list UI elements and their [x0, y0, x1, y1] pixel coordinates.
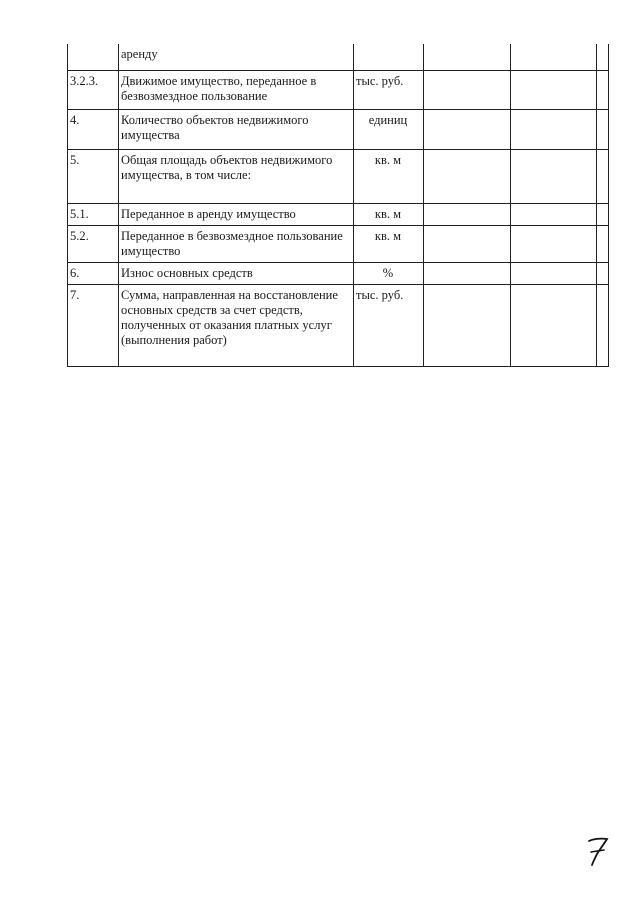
value-cell	[511, 284, 597, 366]
row-name: Переданное в аренду имущество	[119, 203, 354, 225]
value-cell	[597, 70, 609, 109]
row-name: Общая площадь объектов недвижимого имущества, в том числе:	[119, 149, 354, 203]
value-cell	[511, 203, 597, 225]
row-unit: %	[354, 262, 424, 284]
table-row	[68, 262, 609, 284]
value-cell	[597, 44, 609, 70]
row-number: 3.2.3.	[68, 70, 119, 109]
row-number	[68, 44, 119, 70]
value-cell	[511, 225, 597, 262]
value-cell	[597, 149, 609, 203]
handwritten-seven-icon	[583, 835, 613, 867]
row-name: Сумма, направленная на восстановление основных средств за счет средств, полученных от оказания платных услуг (выполнения работ)	[119, 284, 354, 366]
row-unit: единиц	[354, 109, 424, 149]
row-number: 5.	[68, 149, 119, 203]
value-cell	[597, 109, 609, 149]
table-row	[68, 284, 609, 366]
row-name: Переданное в безвозмездное пользование имущество	[119, 225, 354, 262]
row-number: 4.	[68, 109, 119, 149]
value-cell	[424, 262, 511, 284]
row-number: 6.	[68, 262, 119, 284]
table-row	[68, 70, 609, 109]
value-cell	[597, 262, 609, 284]
row-number: 5.2.	[68, 225, 119, 262]
value-cell	[597, 284, 609, 366]
value-cell	[424, 109, 511, 149]
row-number: 7.	[68, 284, 119, 366]
value-cell	[424, 203, 511, 225]
row-name: Движимое имущество, переданное в безвозмездное пользование	[119, 70, 354, 109]
value-cell	[424, 70, 511, 109]
row-name: Количество объектов недвижимого имущества	[119, 109, 354, 149]
row-unit: тыс. руб.	[354, 284, 424, 366]
row-unit: кв. м	[354, 225, 424, 262]
value-cell	[597, 203, 609, 225]
value-cell	[424, 149, 511, 203]
value-cell	[511, 70, 597, 109]
table-row	[68, 44, 609, 70]
value-cell	[511, 109, 597, 149]
row-unit: тыс. руб.	[354, 70, 424, 109]
table-row	[68, 225, 609, 262]
value-cell	[511, 262, 597, 284]
value-cell	[597, 225, 609, 262]
value-cell	[511, 44, 597, 70]
row-name: аренду	[119, 44, 354, 70]
row-unit: кв. м	[354, 203, 424, 225]
table-row	[68, 203, 609, 225]
row-unit: кв. м	[354, 149, 424, 203]
table-row	[68, 149, 609, 203]
handwritten-page-number	[583, 835, 613, 867]
value-cell	[424, 284, 511, 366]
value-cell	[424, 44, 511, 70]
row-number: 5.1.	[68, 203, 119, 225]
row-unit	[354, 44, 424, 70]
report-table	[67, 44, 609, 367]
table-row	[68, 109, 609, 149]
row-name: Износ основных средств	[119, 262, 354, 284]
value-cell	[511, 149, 597, 203]
value-cell	[424, 225, 511, 262]
